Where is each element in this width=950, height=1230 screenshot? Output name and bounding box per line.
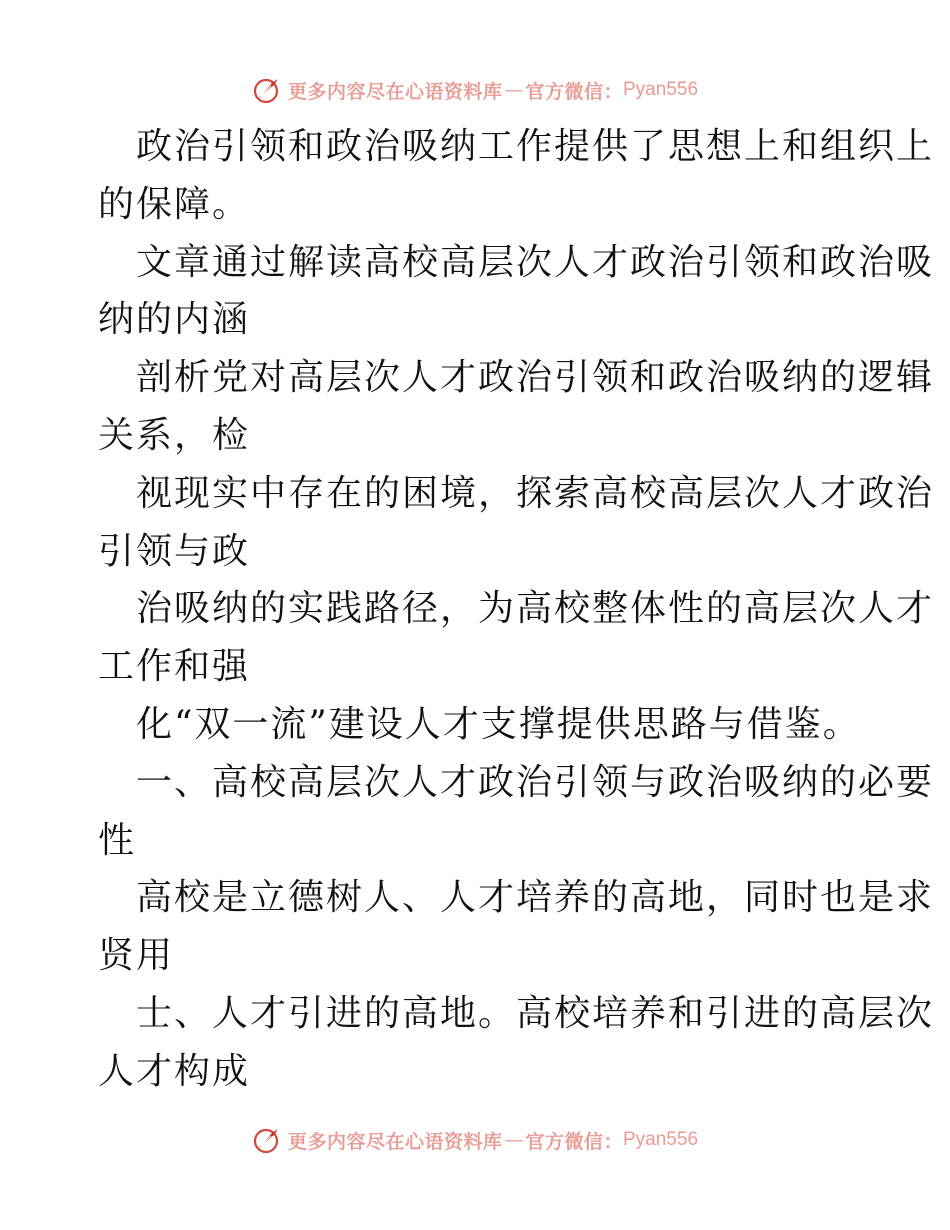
body-line: 关系，检 [98,414,251,456]
body-line: 的保障。 [98,183,251,225]
body-line: 治吸纳的实践路径，为高校整体性的高层次人才 [136,588,935,630]
body-line: 剖析党对高层次人才政治引领和政治吸纳的逻辑 [136,357,935,399]
section-heading-line: 一、高校高层次人才政治引领与政治吸纳的必要 [136,761,935,803]
body-line: 文章通过解读高校高层次人才政治引领和政治吸 [136,241,935,283]
body-line: 政治引领和政治吸纳工作提供了思想上和组织上 [136,126,935,167]
header-banner [0,72,950,108]
body-line: 人才构成 [98,1050,251,1092]
banner-wechat-label: 官方微信： [525,80,623,103]
body-line: 贤用 [98,935,175,977]
quill-pen-logo-icon [252,1125,282,1155]
quill-pen-logo-icon [252,75,282,105]
banner-wechat-label: 官方微信： [525,1130,623,1153]
footer-banner [0,1122,950,1158]
banner-text: 更多内容尽在心语资料库 [287,80,503,103]
banner-wechat-id: Pyan556 [623,79,699,100]
banner-dash: — [504,1129,524,1151]
banner-text: 更多内容尽在心语资料库 [287,1130,503,1153]
banner-wechat-id: Pyan556 [623,1129,699,1150]
body-line: 士、人才引进的高地。高校培养和引进的高层次 [136,992,935,1034]
banner-dash: — [504,79,524,101]
body-line: 化“双一流”建设人才支撑提供思路与借鉴。 [136,703,861,745]
body-line: 引领与政 [98,530,251,572]
body-line: 视现实中存在的困境，探索高校高层次人才政治 [136,472,935,514]
body-line: 高校是立德树人、人才培养的高地，同时也是求 [136,877,935,919]
section-heading-line: 性 [98,819,137,861]
document-body [98,118,935,1101]
body-line: 工作和强 [98,646,251,688]
body-line: 纳的内涵 [98,299,251,341]
